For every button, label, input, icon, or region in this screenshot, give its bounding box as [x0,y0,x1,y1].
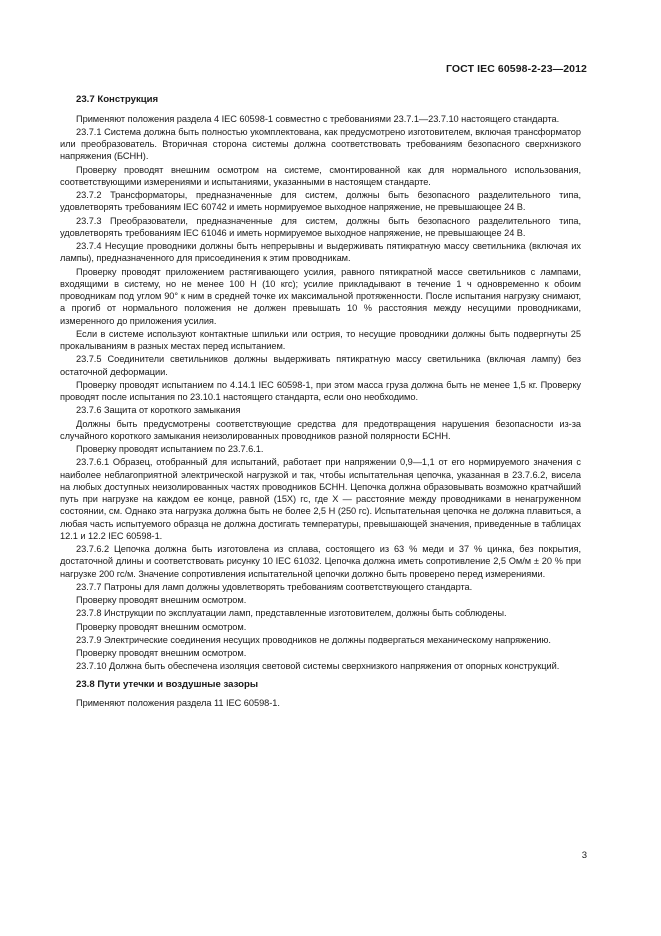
paragraph: Проверку проводят внешним осмотром на системе, смонтированной как для нормального использования, соответствующими измерениями и испытаниями, указанными в настоящем стандарте. [60,164,581,187]
paragraph: 23.7.9 Электрические соединения несущих проводников не должны подвергаться механическому напряжению. [76,634,551,645]
section-23-7-body [60,113,581,673]
paragraph: Проверку проводят испытанием по 4.14.1 IEC 60598-1, при этом масса груза должна быть не менее 1,5 кг. Проверку проводят после испытания по 23.10.1 настоящего стандарта, если оно необходимо. [60,379,581,402]
paragraph: Применяют положения раздела 11 IEC 60598-1. [76,698,280,708]
paragraph: 23.7.7 Патроны для ламп должны удовлетворять требованиям соответствующего стандарта. [76,581,473,592]
section-23-8-body [60,697,581,709]
page-body [60,92,581,710]
section-title-23-7: 23.7 Конструкция [76,94,159,105]
paragraph: Применяют положения раздела 4 IEC 60598-1 совместно с требованиями 23.7.1—23.7.10 настоящего стандарта. [76,113,560,124]
paragraph: Если в системе используют контактные шпильки или острия, то несущие проводники должны быть подвергнуты 25 прокалываниям в разных местах перед испытанием. [60,328,581,351]
paragraph: Проверку проводят приложением растягивающего усилия, равного пятикратной массе светильников с лампами, входящими в систему, но не менее 100 Н (10 кгс); усилие прикладывают в течение 1 ч одновременно к обоим проводникам под углом 90° к ним в средней точке их максимальной протяженности. После испытания нагрузку снимают, а прогиб от нормального положения не должен превышать 10 % расстояния между несущими проводниками, измеренного до приложения усилия. [60,266,581,326]
paragraph: 23.7.10 Должна быть обеспечена изоляция световой системы сверхнизкого напряжения от опорных конструкций. [76,661,560,672]
paragraph: 23.7.6.2 Цепочка должна быть изготовлена из сплава, состоящего из 63 % меди и 37 % цинка, без покрытия, достаточной длины и соответствовать рисунку 10 IEC 61032. Цепочка должна иметь сопротивление 2,5 Ом/м ± 20 % при нагрузке 200 гс/м. Значение сопротивления испытательной цепочки должно быть проверено перед измерениями. [60,544,581,579]
paragraph: 23.7.2 Трансформаторы, предназначенные для систем, должны быть безопасного разделительного типа, удовлетворять требованиям IEC 60742 и иметь нормируемое выходное напряжение, не превышающее 24 В. [60,190,581,213]
paragraph: 23.7.8 Инструкции по эксплуатации ламп, представленные изготовителем, должны быть соблюдены. [76,608,507,619]
paragraph: 23.7.6.1 Образец, отобранный для испытаний, работает при напряжении 0,9—1,1 от его нормируемого значения с наиболее неблагоприятной электрической нагрузкой и так, чтобы испытательная цепочка, указанная в 23.7.6.2, висела на любых доступных неизолированных частях проводников БСНН. Цепочка должна образовывать возможно кратчайший путь при нагрузке на каждом ее конце, равной (15Х) гс, где Х — расстояние между проводниками в ненагруженном состоянии, см. Однако эта нагрузка должна быть не более 2,5 Н (250 гс). Испытательная цепочка не должна плавиться, а любая часть испытуемого образца не должна достигать температуры, превышающей значения, приведенные в таблицах 12.1 и 12.2 IEC 60598-1. [60,457,581,541]
paragraph: 23.7.3 Преобразователи, предназначенные для систем, должны быть безопасного разделительного типа, удовлетворять требованиям IEC 61046 и иметь нормируемое выходное напряжение, не превышающее 24 В. [60,215,581,238]
paragraph: 23.7.5 Соединители светильников должны выдерживать пятикратную массу светильника (включая лампу) без остаточной деформации. [60,354,581,377]
page-number: 3 [581,850,587,861]
paragraph: Проверку проводят внешним осмотром. [76,621,247,632]
document-header: ГОСТ IEC 60598-2-23—2012 [445,63,587,75]
paragraph: Проверку проводят внешним осмотром. [76,595,247,605]
paragraph: Проверку проводят внешним осмотром. [76,648,247,658]
paragraph: 23.7.6 Защита от короткого замыкания [76,405,241,416]
paragraph: 23.7.4 Несущие проводники должны быть непрерывны и выдерживать пятикратную массу светильника (включая их лампы), предназначенного для присоединения к этим проводникам. [60,241,581,264]
section-title-23-8: 23.8 Пути утечки и воздушные зазоры [76,678,259,690]
paragraph: 23.7.1 Система должна быть полностью укомплектована, как предусмотрено изготовителем, включая трансформатор или преобразователь. Вторичная сторона системы должна соответствовать требованиям безопасного сверхнизкого напряжения (БСНН). [60,126,581,162]
paragraph: Должны быть предусмотрены соответствующие средства для предотвращения нарушения безопасности из-за случайного короткого замыкания неизолированных проводников разной полярности БСНН. [60,418,581,441]
paragraph: Проверку проводят испытанием по 23.7.6.1. [76,444,264,454]
